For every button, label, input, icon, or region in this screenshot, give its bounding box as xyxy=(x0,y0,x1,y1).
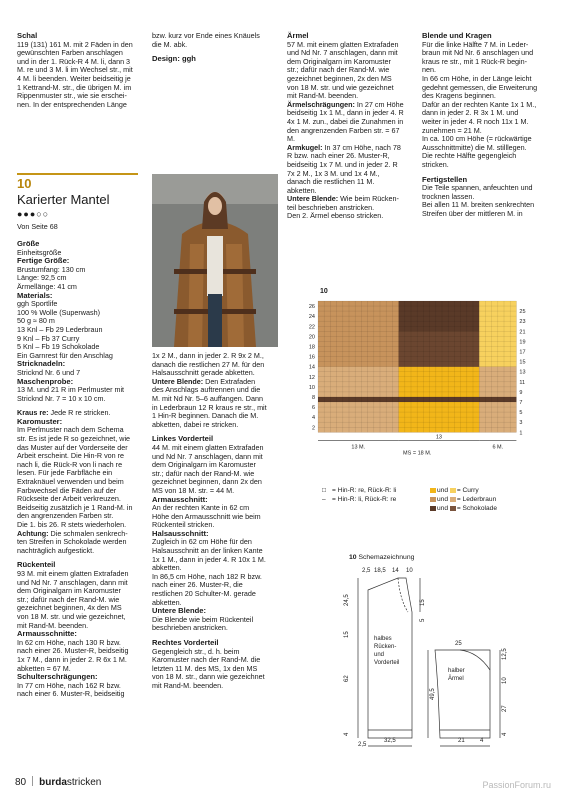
dim-left1: 24,5 xyxy=(344,594,350,606)
text-line: Extraknäuel verwenden und beim xyxy=(17,477,124,487)
text-line: Untere Blende: xyxy=(152,606,207,616)
bottom-label-middle: 13 xyxy=(435,434,442,441)
text-line: In ca. 100 cm Höhe (= rückwärtige xyxy=(422,134,532,144)
row-label-right: 25 xyxy=(519,309,526,316)
row-label-left: 14 xyxy=(308,364,315,371)
text-line: gezeichnet beginnen, 4x den MS xyxy=(17,603,122,613)
color-legend xyxy=(430,486,497,513)
from-page: Von Seite 68 xyxy=(17,222,58,231)
bottom-label-right: 6 M. xyxy=(492,444,504,451)
text-line: trocknen lassen. xyxy=(422,191,475,201)
col3-top xyxy=(287,32,417,221)
legend-text-schokolade: = Schokolade xyxy=(456,505,497,512)
text-line: zunehmen = 21 M. xyxy=(422,125,482,135)
text-line: Fertige Größe: xyxy=(17,256,70,266)
text-line: R bzw. nach einer 26. Muster-R, xyxy=(287,151,390,161)
text-line: Halsausschnitt gerade abketten. xyxy=(152,368,255,378)
text-line: 1 Hin-R beginnen. Danach die M. xyxy=(152,411,259,421)
text-line: braun mit Nd Nr. 6 anschlagen und xyxy=(422,48,534,58)
text-line: 5 Knl – Fb 19 Schokolade xyxy=(17,342,100,352)
swatch-schokolade-1 xyxy=(430,506,436,511)
text-line: M. mit Nd Nr. 5–6 auffangen. Dann xyxy=(152,393,263,403)
text-line: Größe xyxy=(17,239,40,248)
text-line: gedehnt gemessen, die Erweiterung xyxy=(422,82,538,92)
text-line: Die rechte Hälfte gegengleich xyxy=(422,151,517,161)
text-line: str. Es ist jede R so gezeichnet, wie xyxy=(17,434,131,444)
dim-sleeve-h3: 49,5 xyxy=(430,688,436,700)
pattern-title: Karierter Mantel xyxy=(17,192,110,207)
text-line: Fertigstellen xyxy=(422,174,468,184)
text-line: An der rechten Kante in 62 cm xyxy=(152,503,250,513)
legend-text-lederbraun: = Lederbraun xyxy=(456,496,497,503)
text-line: Arbeit erscheint. Die Hin-R von re xyxy=(17,451,125,461)
row-label-right: 1 xyxy=(519,430,523,437)
legend-and-lederbraun: und xyxy=(437,496,450,503)
row-label-left: 18 xyxy=(308,344,315,351)
dim-top3: 14 xyxy=(392,568,399,574)
model-photo xyxy=(152,174,278,347)
text-line: Achtung: Die schmalen senkrech- xyxy=(17,528,128,538)
text-line: Bei allen 11 M. breiten senkrechten xyxy=(422,200,535,210)
dim-top2: 18,5 xyxy=(374,568,386,574)
text-line: Höhe den Armausschnitt wie beim xyxy=(152,511,261,521)
choc-block-mid xyxy=(399,331,480,366)
text-line: weiter in jeder 4. R noch 11x 1 M. xyxy=(422,116,529,126)
legend-symbol-purl: – xyxy=(322,496,326,503)
text-line: Stricknd Nr. 7 = 10 x 10 cm. xyxy=(17,393,106,403)
text-line: Zugleich in 62 cm Höhe für den xyxy=(152,537,252,547)
back-label-4: Vorderteil xyxy=(374,660,400,666)
text-line: stricken. xyxy=(422,159,449,169)
text-line: M. re und 3 M. li im Wechsel str., mit xyxy=(17,65,133,75)
dim-sleeve-bottom2: 4 xyxy=(480,738,484,744)
text-line: kraus re str., mit 1 Rück-R begin- xyxy=(422,56,528,66)
dim-right2: 5 xyxy=(420,618,426,622)
text-line: str.; dafür nach der Rand-M. wie xyxy=(287,65,390,75)
legend-color-lederbraun xyxy=(430,495,497,504)
text-line: letzten 11 M. des MS, 1x den MS xyxy=(152,663,258,673)
text-line: Rückenteil xyxy=(17,560,56,570)
footer-divider xyxy=(32,776,33,786)
schematic-drawing xyxy=(340,560,555,750)
text-line: restlichen 20 Schulter-M. gerade xyxy=(152,589,256,599)
text-line: mit Rand-M. beenden. xyxy=(152,680,224,690)
text-line: danach die restlichen 27 M. für den xyxy=(152,359,265,369)
text-line: 1x 7 M., dann in jeder 2. R 6x 1 M. xyxy=(17,654,127,664)
text-line: In 77 cm Höhe, nach 162 R bzw. xyxy=(17,680,121,690)
text-line: 9 Knl – Fb 37 Curry xyxy=(17,333,80,343)
text-line: 44 M. mit einem glatten Extrafaden xyxy=(152,442,264,452)
dim-sleeve-h1: 12,5 xyxy=(502,648,508,660)
chart-number: 10 xyxy=(320,288,328,295)
text-line: Beidseitig zusätzlich je 1 Rand-M. in xyxy=(17,502,133,512)
text-line: nen. In der entsprechenden Länge xyxy=(17,99,127,109)
text-line: M. xyxy=(287,134,295,144)
text-line: Brustumfang: 130 cm xyxy=(17,264,86,274)
brand-suffix: stricken xyxy=(66,777,102,788)
text-line: nach einer 6. Muster-R, beidseitig xyxy=(17,689,125,699)
row-label-right: 3 xyxy=(519,420,523,427)
row-label-left: 20 xyxy=(308,334,315,341)
legend-text-curry: = Curry xyxy=(456,487,479,494)
row-label-right: 17 xyxy=(519,349,526,356)
schema-number: 10 xyxy=(349,554,357,561)
text-line: 93 M. mit einem glatten Extrafaden xyxy=(17,568,129,578)
text-line: mit Rand-M. beenden. xyxy=(287,91,359,101)
text-line: des Kragens beginnen. xyxy=(422,91,496,101)
schema-title-text: Schemazeichnung xyxy=(358,554,415,561)
row-label-right: 15 xyxy=(519,359,526,366)
text-line: 4 M. li beenden. Weiter beidseitig je xyxy=(17,73,131,83)
text-line: nachträglich aufgestickt. xyxy=(17,545,95,555)
text-line: Armausschnitt: xyxy=(152,494,208,504)
text-line: Die 1. bis 26. R stets wiederholen. xyxy=(17,520,127,529)
text-line: von 18 M. str., dann wie gezeichnet xyxy=(152,672,265,682)
text-line: nen. xyxy=(422,65,436,75)
legend-text-purl: = Hin-R: li, Rück-R: re xyxy=(332,496,397,503)
bottom-label-left: 13 M. xyxy=(351,444,366,451)
text-line: Streifen über der mittleren M. in xyxy=(422,208,523,218)
text-line: beidseitig 1x 1 M., dann in jeder 4. R xyxy=(287,108,404,118)
swatch-curry-2 xyxy=(450,488,456,493)
section-rule xyxy=(17,173,138,175)
text-line: die M. abk. xyxy=(152,39,188,49)
dim-top1: 2,5 xyxy=(362,568,371,574)
back-label-1: halbes xyxy=(374,636,392,642)
swatch-curry-1 xyxy=(430,488,436,493)
text-line: nach einer 26. Muster-R, die xyxy=(152,580,243,590)
text-line: dem Originalgarn im Karomuster xyxy=(17,586,121,596)
text-line: und Nd Nr. 7 anschlagen, dann mit xyxy=(152,451,263,461)
text-line: Design: ggh xyxy=(152,54,196,64)
text-line: bzw. kurz vor Ende eines Knäuels xyxy=(152,31,260,40)
col1-top xyxy=(17,32,145,109)
dim-sleeve-h5: 4 xyxy=(502,732,508,736)
text-line: 119 (131) 161 M. mit 2 Fäden in den xyxy=(17,39,133,49)
row-label-left: 2 xyxy=(311,425,315,432)
dim-sleeve-top: 25 xyxy=(455,641,462,647)
text-line: Karomuster nach der Rand-M. die xyxy=(152,655,261,665)
text-line: abketten. xyxy=(152,597,182,607)
bottom-label-ms: MS = 18 M. xyxy=(403,450,432,457)
text-line: teil beschrieben anstricken. xyxy=(287,202,375,212)
text-line: lesen. Für jede Farbfläche ein xyxy=(17,468,113,478)
col1-main xyxy=(17,240,147,699)
brand-name: burda xyxy=(39,777,67,788)
text-line: Ein Garnrest für den Anschlag xyxy=(17,350,113,360)
text-line: ggh Sportlife xyxy=(17,299,58,309)
brown-block-upper-left xyxy=(318,301,399,367)
text-line: Schal xyxy=(17,31,38,40)
text-line: dem Originalgarn im Karomuster xyxy=(287,56,391,66)
dim-sleeve-h4: 27 xyxy=(502,705,508,712)
text-line: nach li, die Rück-R von li nach re xyxy=(17,459,123,469)
text-line: danach die restlichen 11 M. xyxy=(287,177,375,187)
text-line: str.; dafür nach der Rand-M. wie xyxy=(17,594,120,604)
dim-sleeve-bottom: 21 xyxy=(458,738,465,744)
text-line: In 86,5 cm Höhe, nach 182 R bzw. xyxy=(152,571,262,581)
text-line: 50 g ≈ 80 m xyxy=(17,316,55,326)
dim-bottom-left: 2,5 xyxy=(358,742,367,748)
sleeve-label-1: halber xyxy=(448,668,465,674)
text-line: Linkes Vorderteil xyxy=(152,434,214,444)
text-line: Die Blende wie beim Rückenteil xyxy=(152,614,254,624)
text-line: Ärmelschrägungen: In 27 cm Höhe xyxy=(287,99,404,109)
legend-row-purl xyxy=(322,495,396,504)
text-line: Ausschnittmitte) die M. stilllegen. xyxy=(422,142,527,152)
text-line: 100 % Wolle (Superwash) xyxy=(17,307,100,317)
row-label-right: 23 xyxy=(519,319,526,326)
back-label-3: und xyxy=(374,652,385,658)
page-footer xyxy=(15,776,101,788)
sleeve-label-2: Ärmel xyxy=(448,676,464,682)
text-line: Rechtes Vorderteil xyxy=(152,638,219,647)
text-line: Einheitsgröße xyxy=(17,247,62,257)
row-label-left: 16 xyxy=(308,354,315,361)
text-line: Rückenteil stricken. xyxy=(152,520,215,530)
swatch-schokolade-2 xyxy=(450,506,456,511)
text-line: MS von 18 M. str. = 44 M. xyxy=(152,485,235,495)
row-label-right: 11 xyxy=(519,379,526,386)
text-line: Maschenprobe: xyxy=(17,376,74,386)
text-line: abketten. xyxy=(287,185,317,195)
row-label-left: 12 xyxy=(308,374,315,381)
dim-left4: 4 xyxy=(344,732,350,736)
text-line: abketten = 67 M. xyxy=(17,663,71,673)
page-number: 80 xyxy=(15,777,27,788)
text-line: dem Originalgarn im Karomuster xyxy=(152,460,256,470)
text-line: 13 M. und 21 R im Perlmuster mit xyxy=(17,385,125,395)
text-line: ten Streifen in Schokolade werden xyxy=(17,537,127,547)
watermark: PassionForum.ru xyxy=(482,780,551,790)
text-line: nach einer 26. Muster-R, beidseitig xyxy=(17,646,129,656)
text-line: gezeichnet beginnen, 2x den MS xyxy=(287,73,392,83)
text-line: Halsausschnitt an der linken Kante xyxy=(152,546,263,556)
swatch-lederbraun-2 xyxy=(450,497,456,502)
text-line: gezeichnet beginnen, dann 2x den xyxy=(152,477,262,487)
text-line: Materials: xyxy=(17,290,53,300)
text-line: Untere Blende: Den Extrafaden xyxy=(152,376,256,386)
dim-right1: 15 xyxy=(420,599,426,606)
text-line: Für die linke Hälfte 7 M. in Leder- xyxy=(422,39,529,49)
text-line: Rippenmuster str., wie sie erschei- xyxy=(17,91,127,101)
row-label-right: 21 xyxy=(519,329,526,336)
legend-symbol-knit: □ xyxy=(322,487,326,494)
text-line: von 18 M. str. und wie gezeichnet, xyxy=(17,611,126,621)
text-line: Stricknadeln: xyxy=(17,359,66,369)
row-label-left: 6 xyxy=(311,405,315,412)
text-line: von 18 M. str. und wie gezeichnet xyxy=(287,82,394,92)
row-label-right: 13 xyxy=(519,369,526,376)
swatch-lederbraun-1 xyxy=(430,497,436,502)
text-line: Schulterschrägungen: xyxy=(17,672,98,682)
text-line: Ärmel xyxy=(287,31,309,40)
text-line: dann in jeder 2. R 3x 1 M. und xyxy=(422,108,519,118)
text-line: abketten, dabei re stricken. xyxy=(152,419,239,429)
row-label-left: 8 xyxy=(311,394,315,401)
text-line: Gegengleich str., d. h. beim xyxy=(152,646,240,656)
text-line: Rückseite der Arbeit verkreuzen. xyxy=(17,494,121,504)
row-label-right: 9 xyxy=(519,389,523,396)
text-line: Ärmellänge: 41 cm xyxy=(17,281,77,291)
text-line: 1x 2 M., dann in jeder 2. R 9x 2 M., xyxy=(152,351,264,360)
legend-color-curry xyxy=(430,486,497,495)
row-label-left: 22 xyxy=(308,324,315,331)
text-line: Karomuster: xyxy=(17,416,63,426)
text-line: str.; dafür nach der Rand-M. wie xyxy=(152,468,255,478)
col4-top xyxy=(422,32,554,218)
text-line: 4x 1 M. zun., dabei die Zunahmen in xyxy=(287,116,404,126)
legend-and-curry: und xyxy=(437,487,450,494)
text-line: und Nd Nr. 7 anschlagen, dann mit xyxy=(287,48,398,58)
text-line: Armkugel: In 37 cm Höhe, nach 78 xyxy=(287,142,401,152)
legend-text-knit: = Hin-R: re, Rück-R: li xyxy=(332,487,397,494)
text-line: 1 Kettrand-M. str., die übrigen M. im xyxy=(17,82,132,92)
dim-left3: 62 xyxy=(344,675,350,682)
text-line: Untere Blende: Wie beim Rücken- xyxy=(287,194,399,204)
text-line: Kraus re: Jede R re stricken. xyxy=(17,408,111,418)
dim-left2: 15 xyxy=(344,631,350,638)
text-line: Farbwechsel die Fäden auf der xyxy=(17,485,117,495)
text-line: mit Rand-M. beenden. xyxy=(17,620,89,630)
text-line: beidseitig 1x 7 M. und in jeder 2. R xyxy=(287,159,398,169)
legend-and-schokolade: und xyxy=(437,505,450,512)
text-line: beschrieben anstricken. xyxy=(152,623,228,633)
dim-sleeve-h2: 10 xyxy=(502,677,508,684)
text-line: In 62 cm Höhe, nach 130 R bzw. xyxy=(17,637,121,647)
text-line: den angrenzenden Farben str. xyxy=(17,511,114,521)
text-line: 57 M. mit einem glatten Extrafaden xyxy=(287,39,399,49)
text-line: des Anschlags auftrennen und die xyxy=(152,385,261,395)
text-line: und in der 1. Rück-R 4 M. li, dann 3 xyxy=(17,56,131,66)
dim-top4: 10 xyxy=(406,568,413,574)
sleeve-outline xyxy=(435,650,490,738)
text-line: In 66 cm Höhe, in der Länge leicht xyxy=(422,73,532,83)
text-line: Länge: 92,5 cm xyxy=(17,273,67,283)
text-line: Stricknd Nr. 6 und 7 xyxy=(17,367,81,377)
pattern-number: 10 xyxy=(17,176,32,191)
body-outline xyxy=(368,578,412,738)
row-label-left: 24 xyxy=(308,314,315,321)
text-line: das Muster auf der Vorderseite der xyxy=(17,442,128,452)
row-label-left: 4 xyxy=(311,415,315,422)
text-line: gewünschten Farben anschlagen xyxy=(17,48,123,58)
row-label-right: 7 xyxy=(519,400,523,406)
back-label-2: Rücken- xyxy=(374,644,397,650)
text-line: Den 2. Ärmel ebenso stricken. xyxy=(287,211,384,221)
text-line: in Lederbraun 12 R kraus re str., mit xyxy=(152,402,267,412)
dim-bottom-mid: 32,5 xyxy=(384,738,396,744)
text-line: und Nd Nr. 7 anschlagen, dann mit xyxy=(17,577,128,587)
text-line: Dafür an der rechten Kante 1x 1 M., xyxy=(422,99,537,109)
sleeve-cap xyxy=(460,650,490,670)
pattern-chart xyxy=(300,297,540,457)
legend-color-schokolade xyxy=(430,504,497,513)
col2-main xyxy=(152,352,282,691)
difficulty-rating: ●●●○○ xyxy=(17,209,50,219)
text-line: Im Perlmuster nach dem Schema xyxy=(17,425,124,435)
text-line: Blende und Kragen xyxy=(422,31,492,40)
col2-top xyxy=(152,32,280,64)
row-label-right: 19 xyxy=(519,339,526,346)
text-line: den angrenzenden Farben str. = 67 xyxy=(287,125,400,135)
row-label-right: 5 xyxy=(519,410,523,417)
text-line: 13 Knl – Fb 29 Lederbraun xyxy=(17,324,103,334)
text-line: Halsausschnitt: xyxy=(152,528,209,538)
text-line: abketten. xyxy=(152,563,182,573)
symbol-legend xyxy=(322,486,396,504)
legend-row-knit xyxy=(322,486,396,495)
text-line: 1x 1 M., dann in jeder 4. R 10x 1 M. xyxy=(152,554,266,564)
text-line: Die Teile spannen, anfeuchten und xyxy=(422,183,533,193)
row-label-left: 26 xyxy=(308,304,315,311)
text-line: Armausschnitte: xyxy=(17,629,77,639)
row-label-left: 10 xyxy=(308,384,315,391)
text-line: 7x 2 M., 1x 3 M. und 1x 4 M., xyxy=(287,168,380,178)
